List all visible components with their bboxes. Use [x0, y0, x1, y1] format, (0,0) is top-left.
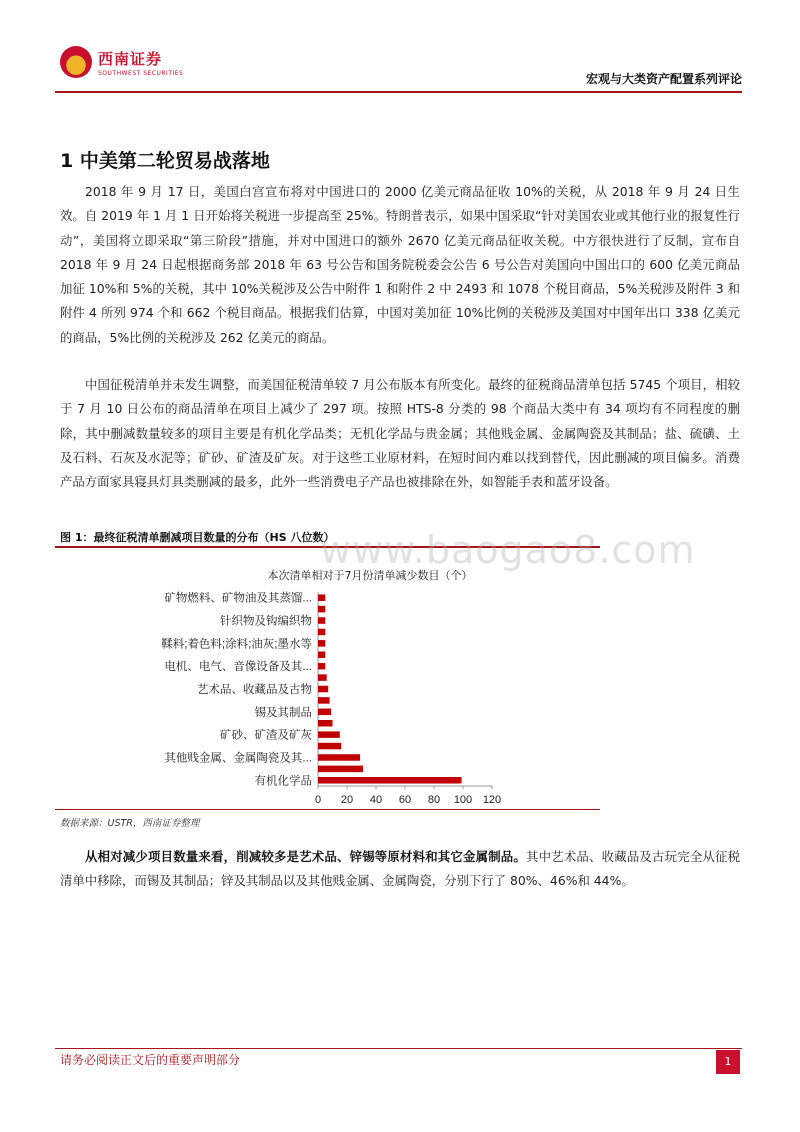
bar: [318, 663, 325, 670]
category-label: 针织物及钩编织物: [220, 615, 312, 628]
bar: [318, 709, 331, 716]
bar: [318, 629, 325, 636]
bar: [318, 697, 330, 704]
footer-disclaimer: 请务必阅读正文后的重要声明部分: [60, 1053, 241, 1067]
bar: [318, 743, 341, 750]
figure-title: 图 1：最终征税清单删减项目数量的分布（HS 八位数）: [60, 531, 335, 544]
bar: [318, 777, 462, 784]
x-tick-label: 20: [340, 794, 354, 806]
logo-name-en: SOUTHWEST SECURITIES: [98, 70, 184, 77]
bar: [318, 686, 328, 693]
category-label: 艺术品、收藏品及古物: [197, 684, 312, 696]
paragraph-3-bold: 从相对减少项目数量来看，削减较多是艺术品、锌锡等原材料和其它金属制品。: [85, 849, 527, 864]
logo-name-cn: 西南证券: [98, 50, 163, 68]
x-tick-label: 100: [453, 794, 473, 806]
footer-divider: [55, 1048, 742, 1049]
paragraph-3: [60, 845, 740, 894]
category-label: 矿砂、矿渣及矿灰: [220, 729, 312, 742]
paragraph-2: 中国征税清单并未发生调整，而美国征税清单较 7 月公布版本有所变化。最终的征税商品清单包括 5745 个项目，相较于 7 月 10 日公布的商品清单在项目上减少了 297 项。按照 HTS-8 分类的 98 个商品大类中有 34 项均有不同程度的删除，其中删减数量较多的项目主要是有机化学品类；无机化学品与贵金属；其他贱金属、金属陶瓷及其制品；盐、硫磺、土及石料、石灰及水泥等；矿砂、矿渣及矿灰。对于这些工业原材料，在短时间内难以找到替代，因此删减的项目偏多。消费产品方面家具寝具灯具类删减的最多，此外一些消费电子产品也被排除在外，如智能手表和蓝牙设备。: [60, 377, 740, 490]
category-label: 电机、电气、音像设备及其...: [164, 661, 312, 674]
category-label: 锡及其制品: [254, 706, 312, 719]
bar: [318, 720, 333, 727]
bar: [318, 617, 325, 624]
x-tick-label: 40: [369, 794, 383, 806]
chart-title: 本次清单相对于7月份清单减少数目（个）: [267, 569, 473, 582]
section-title: 1 中美第二轮贸易战落地: [60, 150, 270, 172]
bar: [318, 731, 340, 738]
bar: [318, 754, 360, 761]
x-tick-label: 120: [482, 794, 502, 806]
bar: [318, 640, 325, 647]
paragraph-1: 2018 年 9 月 17 日，美国白宫宣布将对中国进口的 2000 亿美元商品征收 10%的关税，从 2018 年 9 月 24 日生效。自 2019 年 1 月 1 日开始将关税进一步提高至 25%。特朗普表示，如果中国采取“针对美国农业或其他行业的报复性行动”，美国将立即采取“第三阶段”措施，并对中国进口的额外 2670 亿美元商品征收关税。中方很快进行了反制，宣布自 2018 年 9 月 24 日起根据商务部 2018 年 63 号公告和国务院税委会公告 6 号公告对美国向中国出口的 600 亿美元商品加征 10%和 5%的关税，其中 10%关税涉及公告中附件 1 和附件 2 中 2493 和 1078 个税目商品，5%关税涉及附件 3 和附件 4 所列 974 个和 662 个税目商品。根据我们估算，中国对美加征 10%比例的关税涉及美国对中国年出口 338 亿美元的商品，5%比例的关税涉及 262 亿美元的商品。: [60, 184, 740, 345]
bar: [318, 674, 327, 681]
figure-source: 数据来源：USTR，西南证券整理: [60, 818, 200, 829]
page-number: 1: [716, 1050, 740, 1074]
paragraph-3-rest: 其中艺术品、收藏品及古玩完全从征税清单中移除，而锡及其制品；锌及其制品以及其他贱金属、金属陶瓷，分别下行了 80%、46%和 44%。: [60, 849, 741, 889]
figure-bottom-divider: [55, 809, 600, 810]
category-label: 有机化学品: [254, 775, 312, 788]
x-tick-label: 60: [398, 794, 412, 806]
bar: [318, 652, 325, 659]
x-tick-label: 0: [314, 794, 322, 806]
bar: [318, 606, 325, 613]
category-label: 其他贱金属、金属陶瓷及其...: [164, 752, 312, 765]
bar: [318, 594, 325, 601]
x-tick-label: 80: [427, 794, 441, 806]
category-label: 矿物燃料、矿物油及其蒸馏...: [164, 592, 312, 605]
bar: [318, 766, 363, 773]
category-label: 鞣料;着色料;涂料;油灰;墨水等: [161, 638, 312, 651]
report-series-title: 宏观与大类资产配置系列评论: [585, 72, 742, 86]
watermark: www.baogao8.com: [320, 528, 696, 572]
